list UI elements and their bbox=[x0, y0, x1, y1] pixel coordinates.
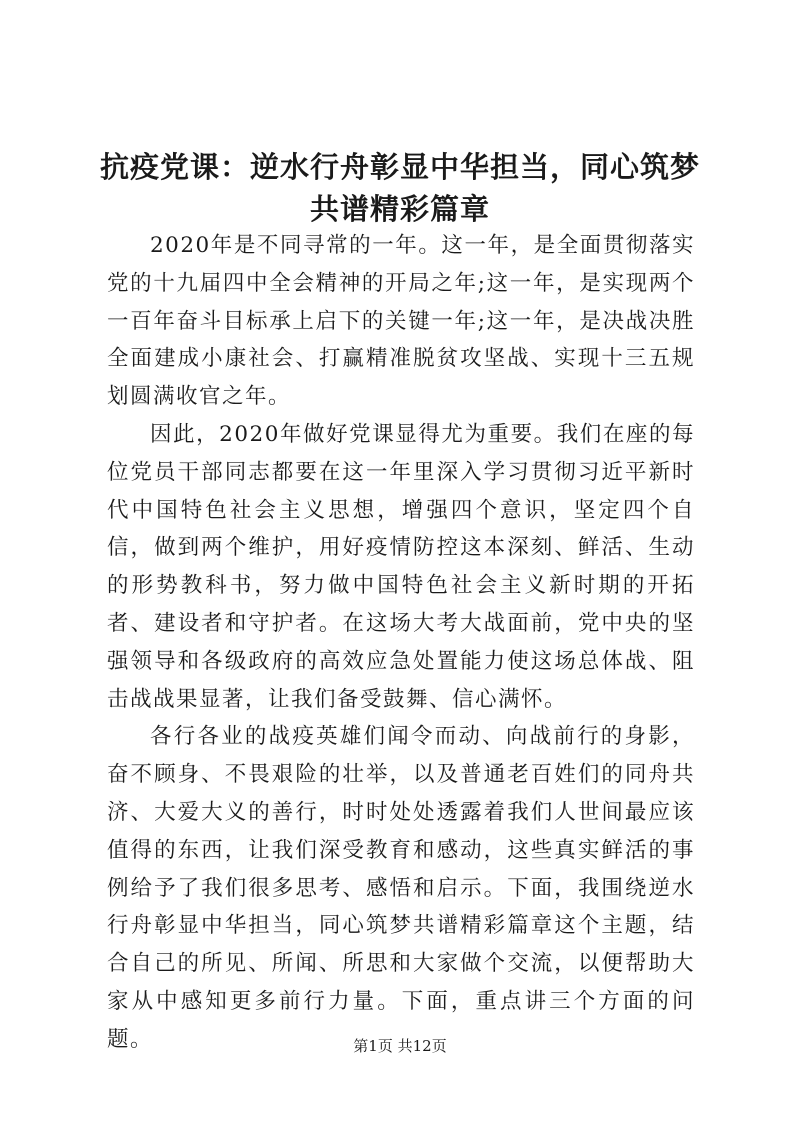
document-title: 抗疫党课：逆水行舟彰显中华担当，同心筑梦共谱精彩篇章 bbox=[99, 150, 700, 226]
paragraph-3: 各行各业的战疫英雄们闻令而动、向战前行的身影，奋不顾身、不畏艰险的壮举，以及普通老百姓们的同舟共济、大爱大义的善行，时时处处透露着我们人世间最应该值得的东西，让我们深受教育和感动，这些真实鲜活的事例给予了我们很多思考、感悟和启示。下面，我围绕逆水行舟彰显中华担当，同心筑梦共谱精彩篇章这个主题，结合自己的所见、所闻、所思和大家做个交流，以便帮助大家从中感知更多前行力量。下面，重点讲三个方面的问题。 bbox=[107, 724, 695, 1052]
paragraph-2: 因此，2020年做好党课显得尤为重要。我们在座的每位党员干部同志都要在这一年里深入学习贯彻习近平新时代中国特色社会主义思想，增强四个意识，坚定四个自信，做到两个维护，用好疫情防控这本深刻、鲜活、生动的形势教科书，努力做中国特色社会主义新时期的开拓者、建设者和守护者。在这场大考大战面前，党中央的坚强领导和各级政府的高效应急处置能力使这场总体战、阻击战战果显著，让我们备受鼓舞、信心满怀。 bbox=[107, 421, 695, 712]
page-footer bbox=[0, 1036, 800, 1056]
paragraph-1: 2020年是不同寻常的一年。这一年，是全面贯彻落实党的十九届四中全会精神的开局之年;这一年，是实现两个一百年奋斗目标承上启下的关键一年;这一年，是决战决胜全面建成小康社会、打赢精准脱贫攻坚战、实现十三五规划圆满收官之年。 bbox=[107, 233, 695, 410]
page-number: 第1页 共12页 bbox=[353, 1037, 447, 1055]
document-body bbox=[107, 227, 695, 1059]
